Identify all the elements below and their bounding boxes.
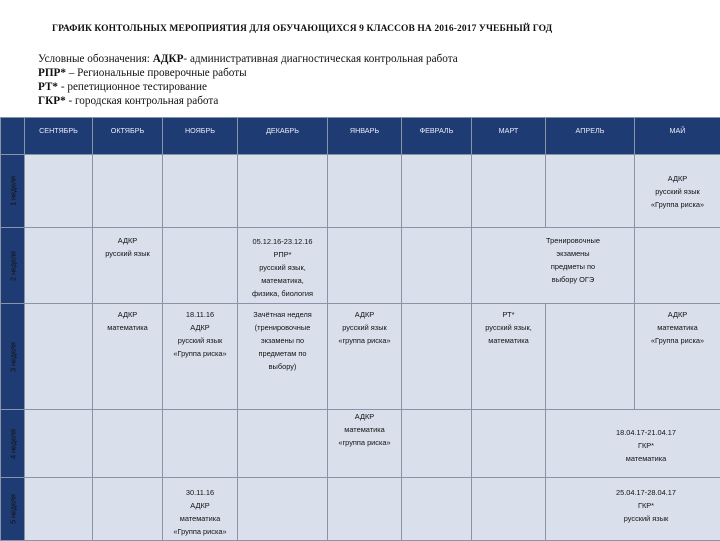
month-header: МАРТ (472, 118, 546, 155)
cell-line: математика, (238, 274, 327, 287)
cell-line: «группа риска» (328, 334, 401, 347)
cell-w3-oct (93, 304, 163, 410)
cell-line: математика (635, 321, 720, 334)
cell-line: «группа риска» (328, 436, 401, 449)
cell-line: математика (328, 423, 401, 436)
month-header: ОКТЯБРЬ (93, 118, 163, 155)
cell-line: (тренировочные (238, 321, 327, 334)
week-row (1, 304, 720, 410)
cell-line: ГКР* (572, 439, 720, 452)
week-label: 1 неделя (1, 155, 25, 228)
week-row (1, 478, 720, 541)
cell-w3-may (635, 304, 720, 410)
cell-w5-nov (163, 478, 238, 541)
cell-line: 18.11.16 (163, 308, 237, 321)
header-row (1, 118, 720, 155)
cell-w3-jan (328, 304, 402, 410)
week-label: 3 неделя (1, 304, 25, 410)
cell-line: АДКР (93, 234, 162, 247)
cell-w2-dec (238, 228, 328, 304)
cell-line: русский язык (93, 247, 162, 260)
cell-line: 05.12.16-23.12.16 (238, 235, 327, 248)
cell-line: русский язык (572, 512, 720, 525)
week-label: 4 неделя (1, 410, 25, 478)
legend-line-rt: РТ* - репетиционное тестирование (38, 80, 458, 94)
cell-line: физика, биология (238, 287, 327, 300)
cell-w3-mar (472, 304, 546, 410)
week-label: 2 неделя (1, 228, 25, 304)
month-header: ДЕКАБРЬ (238, 118, 328, 155)
cell-line: русский язык (328, 321, 401, 334)
cell-line: математика (572, 452, 720, 465)
cell-line: математика (163, 512, 237, 525)
cell-line: математика (472, 334, 545, 347)
cell-line: русский язык (163, 334, 237, 347)
cell-w4-jan (328, 410, 402, 478)
cell-line: русский язык, (238, 261, 327, 274)
corner-cell (1, 118, 25, 155)
legend-line-gkr: ГКР* - городская контрольная работа (38, 94, 458, 108)
cell-line: РТ* (472, 308, 545, 321)
cell-line: «Группа риска» (635, 334, 720, 347)
cell-line: экзамены по (238, 334, 327, 347)
cell-w3-dec (238, 304, 328, 410)
cell-line: русский язык, (472, 321, 545, 334)
cell-line: экзамены (512, 247, 634, 260)
cell-line: 18.04.17-21.04.17 (572, 426, 720, 439)
cell-line: Тренировочные (512, 234, 634, 247)
cell-line: выбору) (238, 360, 327, 373)
page-title: ГРАФИК КОНТОЛЬНЫХ МЕРОПРИЯТИЯ ДЛЯ ОБУЧАЮЩИХСЯ 9 КЛАССОВ НА 2016-2017 УЧЕБНЫЙ ГОД (52, 24, 552, 34)
month-header: СЕНТЯБРЬ (25, 118, 93, 155)
cell-line: Зачётная неделя (238, 308, 327, 321)
week-row (1, 410, 720, 478)
cell-line: «Группа риска» (635, 198, 720, 211)
cell-w2-oct (93, 228, 163, 304)
cell-line: русский язык (635, 185, 720, 198)
week-label: 5 неделя (1, 478, 25, 541)
cell-line: 30.11.16 (163, 486, 237, 499)
cell-line: АДКР (635, 308, 720, 321)
cell-line: предметам по (238, 347, 327, 360)
month-header: АПРЕЛЬ (546, 118, 635, 155)
cell-w3-nov (163, 304, 238, 410)
legend-line-rpr: РПР* – Региональные проверочные работы (38, 66, 458, 80)
month-header: НОЯБРЬ (163, 118, 238, 155)
legend-line-adkr: Условные обозначения: АДКР- административная диагностическая контрольная работа (38, 52, 458, 66)
cell-line: АДКР (328, 308, 401, 321)
week-row (1, 228, 720, 304)
week-row (1, 155, 720, 228)
cell-line: АДКР (635, 172, 720, 185)
cell-line: ГКР* (572, 499, 720, 512)
cell-line: АДКР (93, 308, 162, 321)
cell-w1-may (635, 155, 720, 228)
cell-line: АДКР (328, 410, 401, 423)
cell-line: 25.04.17-28.04.17 (572, 486, 720, 499)
cell-w4-apr (546, 410, 720, 478)
cell-line: «Группа риска» (163, 347, 237, 360)
cell-line: РПР* (238, 248, 327, 261)
cell-line: математика (93, 321, 162, 334)
cell-line: АДКР (163, 499, 237, 512)
month-header: ФЕВРАЛЬ (402, 118, 472, 155)
cell-line: «Группа риска» (163, 525, 237, 538)
legend (38, 52, 458, 108)
cell-w2-apr (472, 228, 635, 304)
schedule-table (0, 117, 720, 541)
cell-line: АДКР (163, 321, 237, 334)
month-header: ЯНВАРЬ (328, 118, 402, 155)
month-header: МАЙ (635, 118, 720, 155)
cell-line: выбору ОГЭ (512, 273, 634, 286)
cell-line: предметы по (512, 260, 634, 273)
cell-w5-apr (546, 478, 720, 541)
